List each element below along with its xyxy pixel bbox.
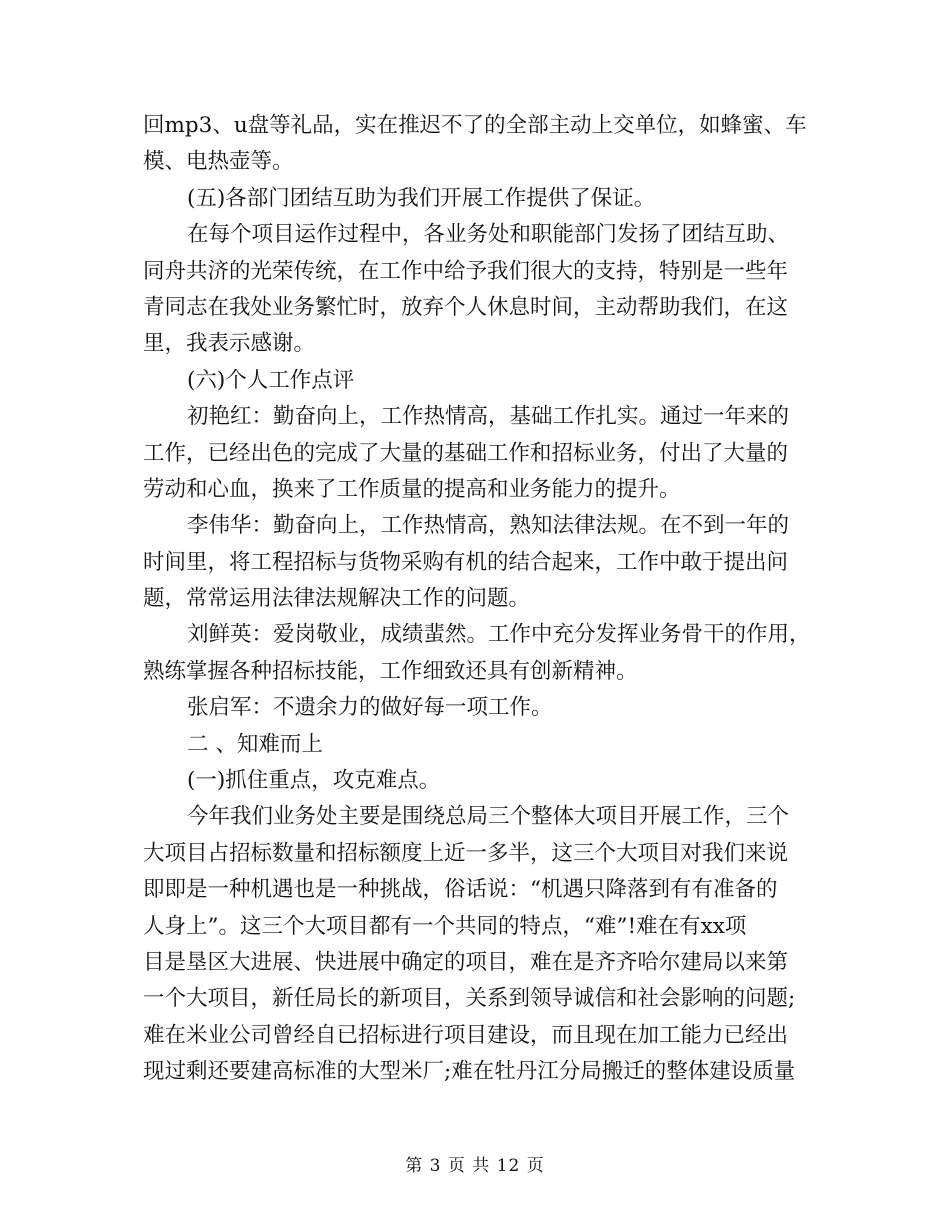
text-line: 二 、知难而上 (187, 731, 323, 757)
text-line: 里，我表示感谢。 (143, 331, 316, 357)
text-line: 同舟共济的光荣传统，在工作中给予我们很大的支持，特别是一些年 (143, 258, 789, 284)
text-line: 回mp3、u盘等礼品，实在推迟不了的全部主动上交单位，如蜂蜜、车 (143, 113, 807, 138)
text-line: 时间里，将工程招标与货物采购有机的结合起来，工作中敢于提出问 (143, 549, 789, 575)
text-line: 一个大项目，新任局长的新项目，关系到领导诚信和社会影响的问题; (143, 986, 796, 1012)
text-line: 题，常常运用法律法规解决工作的问题。 (143, 586, 531, 612)
text-line: 现过剩还要建高标准的大型米厂;难在牡丹江分局搬迁的整体建设质量 (143, 1059, 796, 1085)
page-footer: 第 3 页 共 12 页 (405, 1156, 545, 1176)
text-line: 张启军：不遗余力的做好每一项工作。 (187, 695, 553, 721)
text-line: (一)抓住重点，攻克难点。 (187, 768, 441, 794)
text-line: 模、电热壶等。 (143, 149, 294, 175)
text-line: 大项目占招标数量和招标额度上近一多半，这三个大项目对我们来说 (143, 840, 789, 866)
text-line: (六)个人工作点评 (187, 367, 355, 393)
text-line: 今年我们业务处主要是围绕总局三个整体大项目开展工作，三个 (187, 804, 790, 830)
text-line: 青同志在我处业务繁忙时，放弃个人休息时间，主动帮助我们，在这 (143, 294, 789, 320)
text-line: 李伟华：勤奋向上，工作热情高，熟知法律法规。在不到一年的 (187, 513, 790, 539)
text-line: 工作，已经出色的完成了大量的基础工作和招标业务，付出了大量的 (143, 440, 789, 466)
text-line: 即即是一种机遇也是一种挑战，俗话说：“机遇只降落到有有准备的 (143, 877, 778, 903)
text-line: 目是垦区大进展、快进展中确定的项目，难在是齐齐哈尔建局以来第 (143, 949, 789, 975)
text-line: 劳动和心血，换来了工作质量的提高和业务能力的提升。 (143, 476, 681, 502)
text-line: 人身上”。这三个大项目都有一个共同的特点，“难”!难在有xx项 (143, 913, 747, 939)
text-line: 刘鲜英：爱岗敬业，成绩蜚然。工作中充分发挥业务骨干的作用， (187, 622, 811, 648)
text-line: 熟练掌握各种招标技能，工作细致还具有创新精神。 (143, 658, 638, 684)
document-body (143, 108, 811, 1091)
text-line: 难在米业公司曾经自已招标进行项目建设，而且现在加工能力已经出 (143, 1022, 789, 1048)
text-line: 初艳红：勤奋向上，工作热情高，基础工作扎实。通过一年来的 (187, 404, 790, 430)
text-line: (五)各部门团结互助为我们开展工作提供了保证。 (187, 185, 656, 211)
text-line: 在每个项目运作过程中，各业务处和职能部门发扬了团结互助、 (187, 222, 790, 248)
